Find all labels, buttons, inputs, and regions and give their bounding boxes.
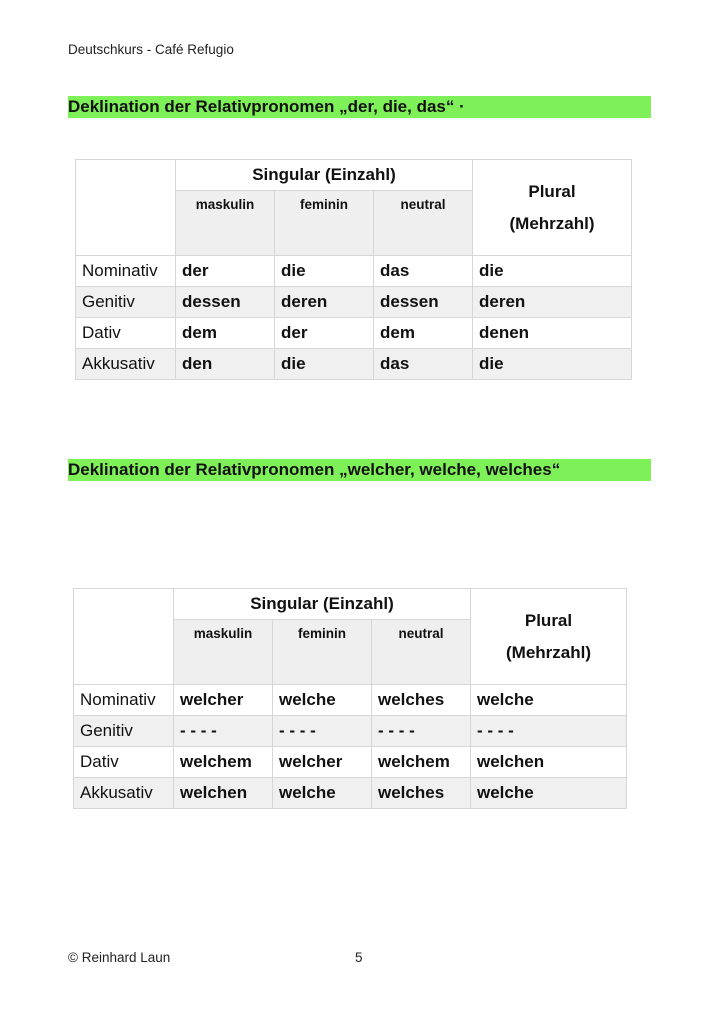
case-label: Nominativ: [74, 685, 174, 716]
form-cell: die: [473, 256, 632, 287]
plural-header: [473, 160, 632, 256]
form-cell: welchen: [174, 778, 273, 809]
page-number: 5: [355, 950, 363, 965]
table-row: [74, 685, 627, 716]
table-corner: [76, 160, 176, 256]
table-row: [76, 256, 632, 287]
declension-table-der-die-das: [75, 159, 632, 380]
footer-copyright: © Reinhard Laun: [68, 950, 171, 965]
gender-header-feminin: feminin: [273, 620, 372, 685]
table-row: [74, 716, 627, 747]
form-cell: die: [473, 349, 632, 380]
form-cell: - - - -: [372, 716, 471, 747]
form-cell: das: [374, 256, 473, 287]
form-cell: dem: [374, 318, 473, 349]
case-label: Genitiv: [74, 716, 174, 747]
form-cell: welcher: [273, 747, 372, 778]
form-cell: denen: [473, 318, 632, 349]
gender-header-feminin: feminin: [275, 191, 374, 256]
form-cell: welche: [471, 778, 627, 809]
form-cell: deren: [473, 287, 632, 318]
form-cell: welches: [372, 685, 471, 716]
form-cell: welche: [273, 685, 372, 716]
document-header: Deutschkurs - Café Refugio: [68, 42, 234, 57]
form-cell: welcher: [174, 685, 273, 716]
plural-sublabel: (Mehrzahl): [506, 642, 591, 662]
plural-sublabel: (Mehrzahl): [509, 213, 595, 233]
gender-header-neutral: neutral: [372, 620, 471, 685]
form-cell: deren: [275, 287, 374, 318]
case-label: Nominativ: [76, 256, 176, 287]
form-cell: der: [275, 318, 374, 349]
form-cell: dessen: [374, 287, 473, 318]
singular-header: Singular (Einzahl): [176, 160, 473, 191]
form-cell: - - - -: [471, 716, 627, 747]
form-cell: die: [275, 349, 374, 380]
form-cell: den: [176, 349, 275, 380]
form-cell: welche: [471, 685, 627, 716]
form-cell: welchem: [372, 747, 471, 778]
table-row: [76, 287, 632, 318]
table-row: [74, 747, 627, 778]
form-cell: die: [275, 256, 374, 287]
form-cell: welchem: [174, 747, 273, 778]
declension-table-welcher-welche-welches: [73, 588, 627, 809]
case-label: Genitiv: [76, 287, 176, 318]
section-heading-welcher-welche-welches: Deklination der Relativpronomen „welcher, welche, welches“: [68, 459, 651, 481]
form-cell: - - - -: [273, 716, 372, 747]
form-cell: - - - -: [174, 716, 273, 747]
plural-label: Plural: [524, 610, 573, 630]
table-row: [74, 778, 627, 809]
form-cell: der: [176, 256, 275, 287]
case-label: Dativ: [76, 318, 176, 349]
form-cell: welche: [273, 778, 372, 809]
form-cell: das: [374, 349, 473, 380]
gender-header-maskulin: maskulin: [174, 620, 273, 685]
singular-header: Singular (Einzahl): [174, 589, 471, 620]
form-cell: welchen: [471, 747, 627, 778]
section-heading-der-die-das: Deklination der Relativpronomen „der, die, das“ ·: [68, 96, 651, 118]
form-cell: dessen: [176, 287, 275, 318]
gender-header-neutral: neutral: [374, 191, 473, 256]
case-label: Akkusativ: [76, 349, 176, 380]
form-cell: dem: [176, 318, 275, 349]
table-row: [76, 349, 632, 380]
table-corner: [74, 589, 174, 685]
plural-header: [471, 589, 627, 685]
gender-header-maskulin: maskulin: [176, 191, 275, 256]
case-label: Dativ: [74, 747, 174, 778]
case-label: Akkusativ: [74, 778, 174, 809]
plural-label: Plural: [528, 181, 576, 201]
table-row: [76, 318, 632, 349]
form-cell: welches: [372, 778, 471, 809]
